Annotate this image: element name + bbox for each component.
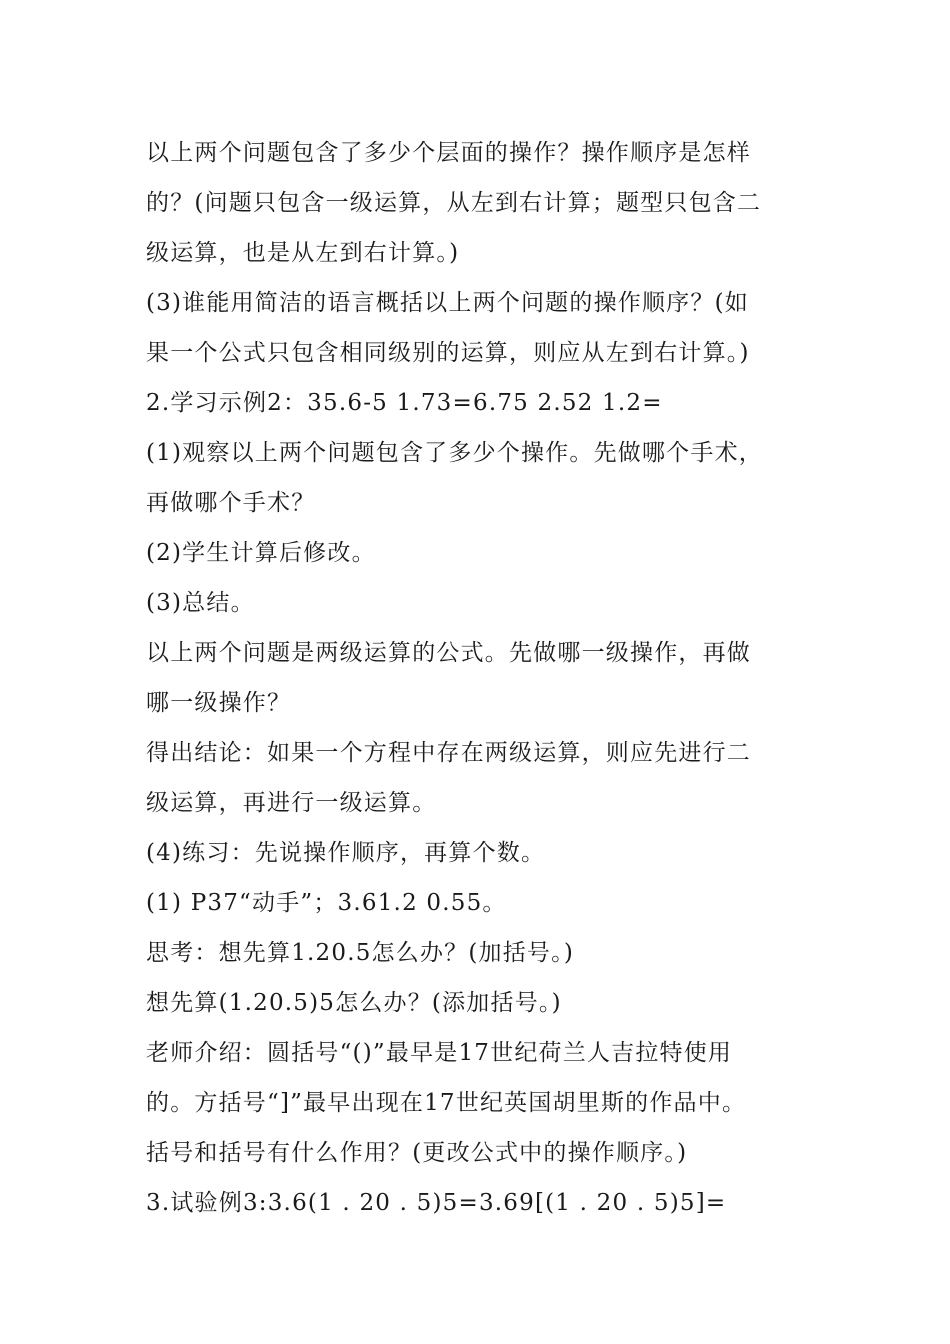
text-line: (1) P37“动手”；3.61.2 0.55。	[146, 890, 507, 916]
text-line: 括号和括号有什么作用？(更改公式中的操作顺序。)	[146, 1140, 688, 1166]
text-line: (3)谁能用简洁的语言概括以上两个问题的操作顺序？(如	[146, 290, 749, 316]
text-line: 的。方括号“]”最早出现在17世纪英国胡里斯的作品中。	[146, 1090, 747, 1116]
text-line: 果一个公式只包含相同级别的运算，则应从左到右计算。)	[146, 340, 750, 366]
text-line: 级运算，也是从左到右计算。)	[146, 240, 460, 266]
text-line: 以上两个问题包含了多少个层面的操作？操作顺序是怎样	[146, 140, 751, 166]
document-body	[146, 128, 811, 1228]
text-line: 3.试验例3:3.6(1 . 20 . 5)5=3.69[(1 . 20 . 5)5]=	[146, 1190, 727, 1216]
text-line: (2)学生计算后修改。	[146, 540, 376, 566]
text-line: 再做哪个手术？	[146, 490, 316, 516]
text-line: 2.学习示例2：35.6-5 1.73=6.75 2.52 1.2=	[146, 390, 663, 416]
text-line: 以上两个问题是两级运算的公式。先做哪一级操作，再做	[146, 640, 751, 666]
text-line: 级运算，再进行一级运算。	[146, 790, 437, 816]
text-line: 哪一级操作？	[146, 690, 292, 716]
text-line: (1)观察以上两个问题包含了多少个操作。先做哪个手术，	[146, 440, 763, 466]
text-line: 得出结论：如果一个方程中存在两级运算，则应先进行二	[146, 740, 751, 766]
text-line: 的？(问题只包含一级运算，从左到右计算；题型只包含二	[146, 190, 762, 216]
text-line: (4)练习：先说操作顺序，再算个数。	[146, 840, 546, 866]
text-line: 想先算(1.20.5)5怎么办？(添加括号。)	[146, 990, 562, 1016]
text-line: (3)总结。	[146, 590, 255, 616]
text-line: 思考：想先算1.20.5怎么办？(加括号。)	[146, 940, 575, 966]
text-line: 老师介绍：圆括号“()”最早是17世纪荷兰人吉拉特使用	[146, 1040, 733, 1066]
